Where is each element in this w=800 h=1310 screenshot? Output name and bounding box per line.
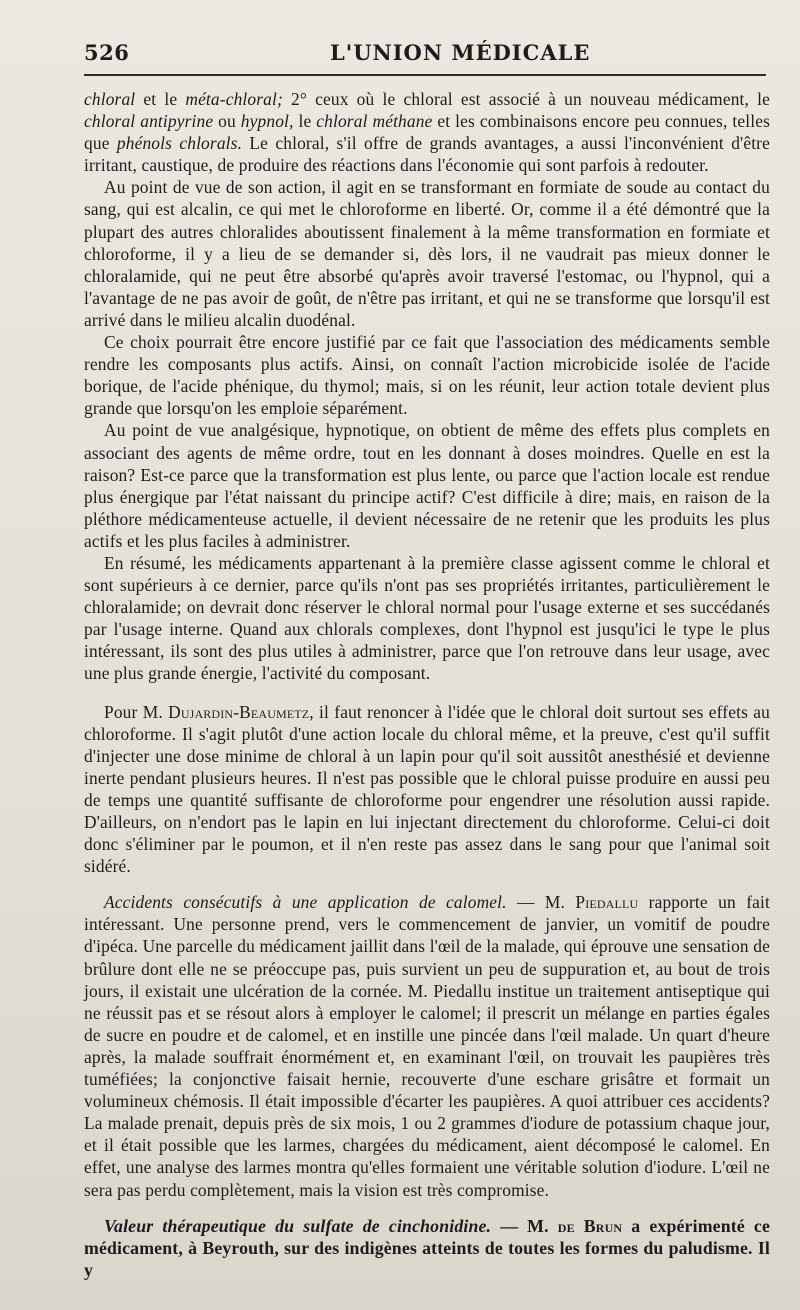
author-name: Dujardin-Beaumetz bbox=[168, 701, 310, 722]
running-head: L'UNION MÉDICALE bbox=[330, 40, 591, 65]
text-run: ou bbox=[213, 111, 241, 132]
section-title: Accidents consécutifs à une application de calomel. bbox=[104, 892, 507, 913]
italic-term: chloral antipyrine bbox=[84, 111, 214, 132]
paragraph-cinchonidine bbox=[84, 1215, 770, 1281]
section-title: Valeur thérapeutique du sulfate de cinchonidine. bbox=[104, 1215, 492, 1236]
body-text bbox=[84, 88, 770, 1281]
paragraph-action: Au point de vue de son action, il agit en se transformant en formiate de soude au contact du sang, qui est alcalin, ce qui met le chloroforme en liberté. Or, comme il a été démontré que la plupart des autres chloralides aboutissent finalement à la même transformation en formiate et chloroforme, il y a lieu de se demander si, dès lors, il ne vaudrait pas mieux donner le chloralamide, qui ne peut être absorbé qu'après avoir traversé l'estomac, ou l'hypnol, qui a l'avantage de ne pas avoir de goût, de n'être pas irritant, et qui ne se transforme que lorsqu'il est arrivé dans le milieu alcalin duodénal. bbox=[84, 177, 770, 330]
text-run: — M. bbox=[506, 892, 576, 913]
text-run: et les combinaisons encore peu connues, telles que bbox=[84, 111, 771, 154]
text-run: Le chloral, s'il offre de grands avantages, a aussi l'inconvénient d'être irritant, caustique, de produire des réactions dans l'économie qui sont parfois à redouter. bbox=[84, 133, 770, 176]
author-name: de Brun bbox=[557, 1215, 623, 1236]
text-run: 2° ceux où le chloral est associé à un nouveau médicament, le bbox=[282, 89, 770, 109]
text-run: et le bbox=[135, 89, 186, 109]
paragraph-continuation bbox=[84, 88, 770, 176]
paragraph-calomel bbox=[84, 891, 770, 1200]
italic-term: hypnol, bbox=[240, 111, 294, 132]
italic-term: chloral méthane bbox=[316, 111, 433, 132]
paragraph-gap bbox=[84, 877, 770, 891]
author-name: Piedallu bbox=[575, 892, 639, 913]
paragraph-choice: Ce choix pourrait être encore justifié par ce fait que l'association des médicaments semble rendre les composants plus actifs. Ainsi, on connaît l'action microbicide isolée de l'acide borique, de l'acide phénique, du thymol; mais, si on les réunit, leur action totale devient plus grande que lorsqu'on les emploie séparément. bbox=[84, 332, 770, 419]
text-run: rapporte un fait intéressant. Une personne prend, vers le commencement de janvier, un vomitif de poudre d'ipéca. Une parcelle du médicament jaillit dans l'œil de la malade, qui éprouve une sensation de brûlure dont elle ne se préoccupe pas, puis survient un peu de suppuration et, au bout de trois jours, il existait une ulcération de la cornée. M. Piedallu institue un traitement antiseptique qui ne réussit pas et se résout alors à employer le calomel; il prescrit un mélange en parties égales de sucre en poudre et de calomel, et en instille une pincée dans l'œil malade. Un quart d'heure après, la malade souffrait énormément et, en examinant l'œil, on trouvait les paupières très tuméfiées; la conjonctive faisait hernie, recouverte d'une eschare grisâtre et formait un volumineux chémosis. Il était impossible d'écarter les paupières. A quoi attribuer ces accidents? La malade prenait, depuis près de six mois, 1 ou 2 grammes d'iodure de potassium chaque jour, et il était possible que les larmes, chargées du médicament, aient décomposé le calomel. En effet, une analyse des larmes montra qu'elles formaient une véritable solution d'iodure. L'œil ne sera pas perdu complètement, mais la vision est très compromise. bbox=[84, 892, 770, 1200]
paragraph-analgesic: Au point de vue analgésique, hypnotique, on obtient de même des effets plus complets en associant des agents de même ordre, tout en les donnant à doses moindres. Quelle en est la raison? Est-ce parce que la transformation est plus lente, ou parce que l'action locale est rendue plus énergique par l'état naissant du principe actif? C'est difficile à dire; mais, en raison de la pléthore médicamenteuse actuelle, il devient nécessaire de ne retenir que les produits les plus actifs et les plus faciles à administrer. bbox=[84, 420, 770, 551]
text-run: — M. bbox=[491, 1215, 558, 1236]
paragraph-gap bbox=[84, 1201, 770, 1215]
italic-term: méta-chloral; bbox=[185, 89, 283, 109]
text-run: le bbox=[293, 111, 317, 132]
text-run: a expérimenté ce médicament, à Beyrouth, sur des indigènes atteints de toutes les formes du paludisme. Il y bbox=[84, 1215, 770, 1280]
paragraph-dujardin-beaumetz bbox=[84, 701, 770, 878]
italic-term: phénols chlorals. bbox=[116, 133, 243, 154]
page-header bbox=[84, 40, 764, 68]
text-run: Pour M. bbox=[104, 701, 169, 722]
header-rule bbox=[84, 74, 766, 76]
paragraph-gap bbox=[84, 685, 770, 701]
text-run: , il faut renoncer à l'idée que le chloral doit surtout ses effets au chloroforme. Il s'agit plutôt d'une action locale du chloral même, et la preuve, c'est qu'il suffit d'injecter une dose minime de chloral à un lapin pour qu'il soit aussitôt anesthésié et devienne inerte pendant plusieurs heures. Il n'est pas possible que le chloral puisse produire en aussi peu de temps une quantité suffisante de chloroforme pour engendrer une résolution aussi rapide. D'ailleurs, on n'endort pas le lapin en lui injectant directement du chloroforme. Celui-ci doit donc s'éliminer par le poumon, et il n'en reste pas assez dans le sang pour que l'animal soit sidéré. bbox=[84, 701, 770, 877]
page-number: 526 bbox=[84, 40, 130, 65]
paragraph-summary: En résumé, les médicaments appartenant à la première classe agissent comme le chloral et sont supérieurs à ce dernier, parce qu'ils n'ont pas ses propriétés irritantes, particulièrement le chloralamide; on devrait donc réserver le chloral normal pour l'usage externe et ses succédanés par l'usage interne. Quand aux chlorals complexes, dont l'hypnol est jusqu'ici le type le plus intéressant, ils sont des plus utiles à administrer, parce que l'on retrouve dans leur usage, avec une plus grande énergie, l'activité du composant. bbox=[84, 552, 770, 684]
italic-term: chloral bbox=[84, 89, 136, 109]
